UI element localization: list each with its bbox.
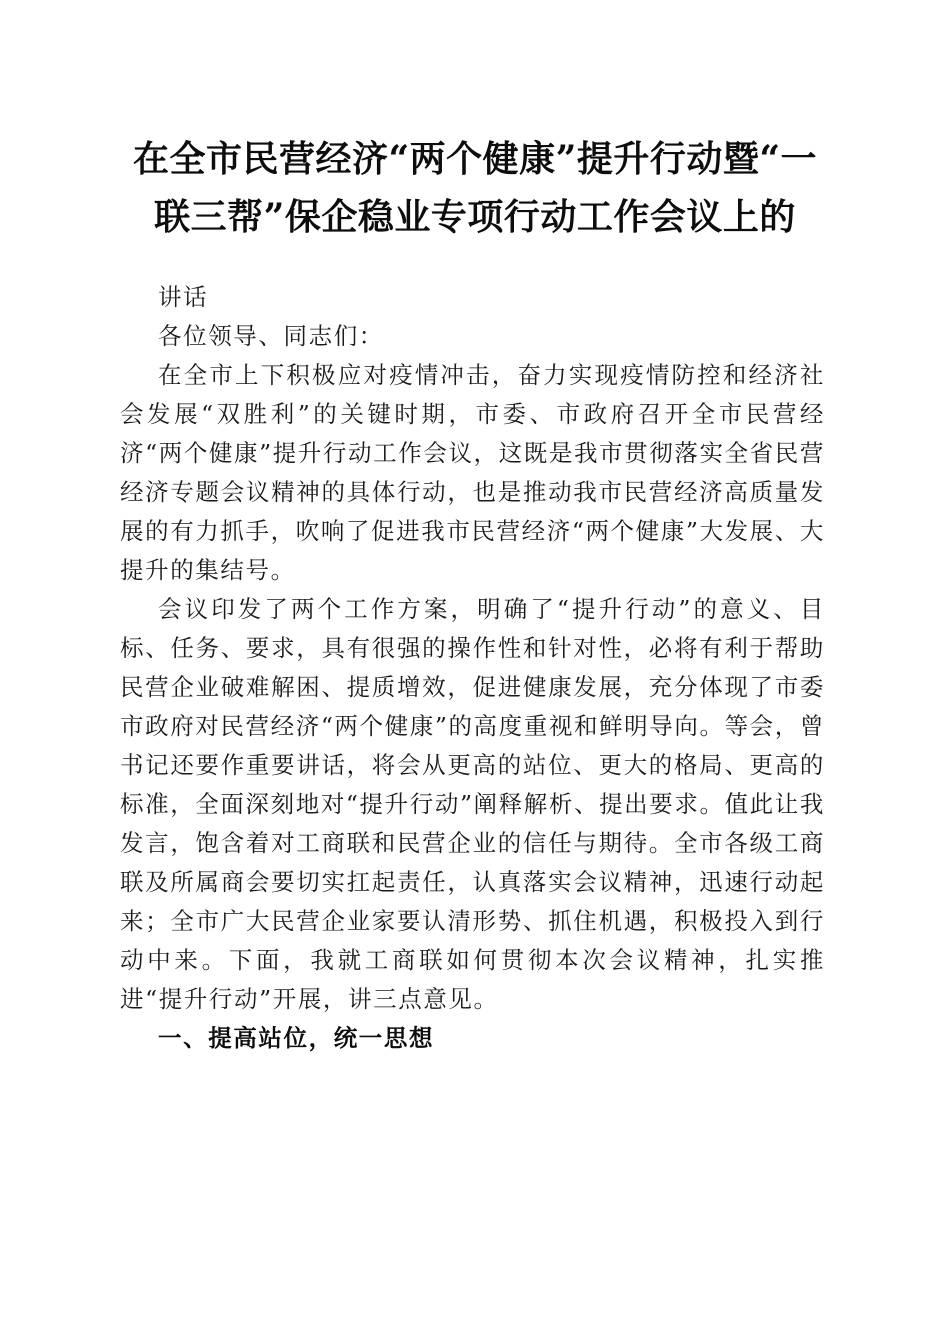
title-line-1: 在全市民营经济“两个健康”提升行动暨“一 [132, 138, 818, 180]
document-title [108, 130, 842, 246]
document-body [120, 278, 825, 1058]
subtitle-text: 讲话 [158, 283, 209, 311]
salutation: 各位领导、同志们： [158, 322, 384, 350]
section-heading: 一、提高站位，统一思想 [158, 1024, 435, 1052]
paragraph-2: 会议印发了两个工作方案，明确了“提升行动”的意义、目标、任务、要求，具有很强的操作性和针对性，必将有利于帮助民营企业破难解困、提质增效，促进健康发展，充分体现了市委市政府对民营经济“两个健康”的高度重视和鲜明导向。等会，曾书记还要作重要讲话，将会从更高的站位、更大的格局、更高的标准，全面深刻地对“提升行动”阐释解析、提出要求。值此让我发言，饱含着对工商联和民营企业的信任与期待。全市各级工商联及所属商会要切实扛起责任，认真落实会议精神，迅速行动起来；全市广大民营企业家要认清形势、抓住机遇，积极投入到行动中来。下面，我就工商联如何贯彻本次会议精神，扎实推进“提升行动”开展，讲三点意见。 [120, 595, 825, 1013]
title-line-2: 联三帮”保企稳业专项行动工作会议上的 [154, 196, 796, 238]
paragraph-1: 在全市上下积极应对疫情冲击，奋力实现疫情防控和经济社会发展“双胜利”的关键时期，市委、市政府召开全市民营经济“两个健康”提升行动工作会议，这既是我市贯彻落实全省民营经济专题会议精神的具体行动，也是推动我市民营经济高质量发展的有力抓手，吹响了促进我市民营经济“两个健康”大发展、大提升的集结号。 [120, 361, 825, 584]
